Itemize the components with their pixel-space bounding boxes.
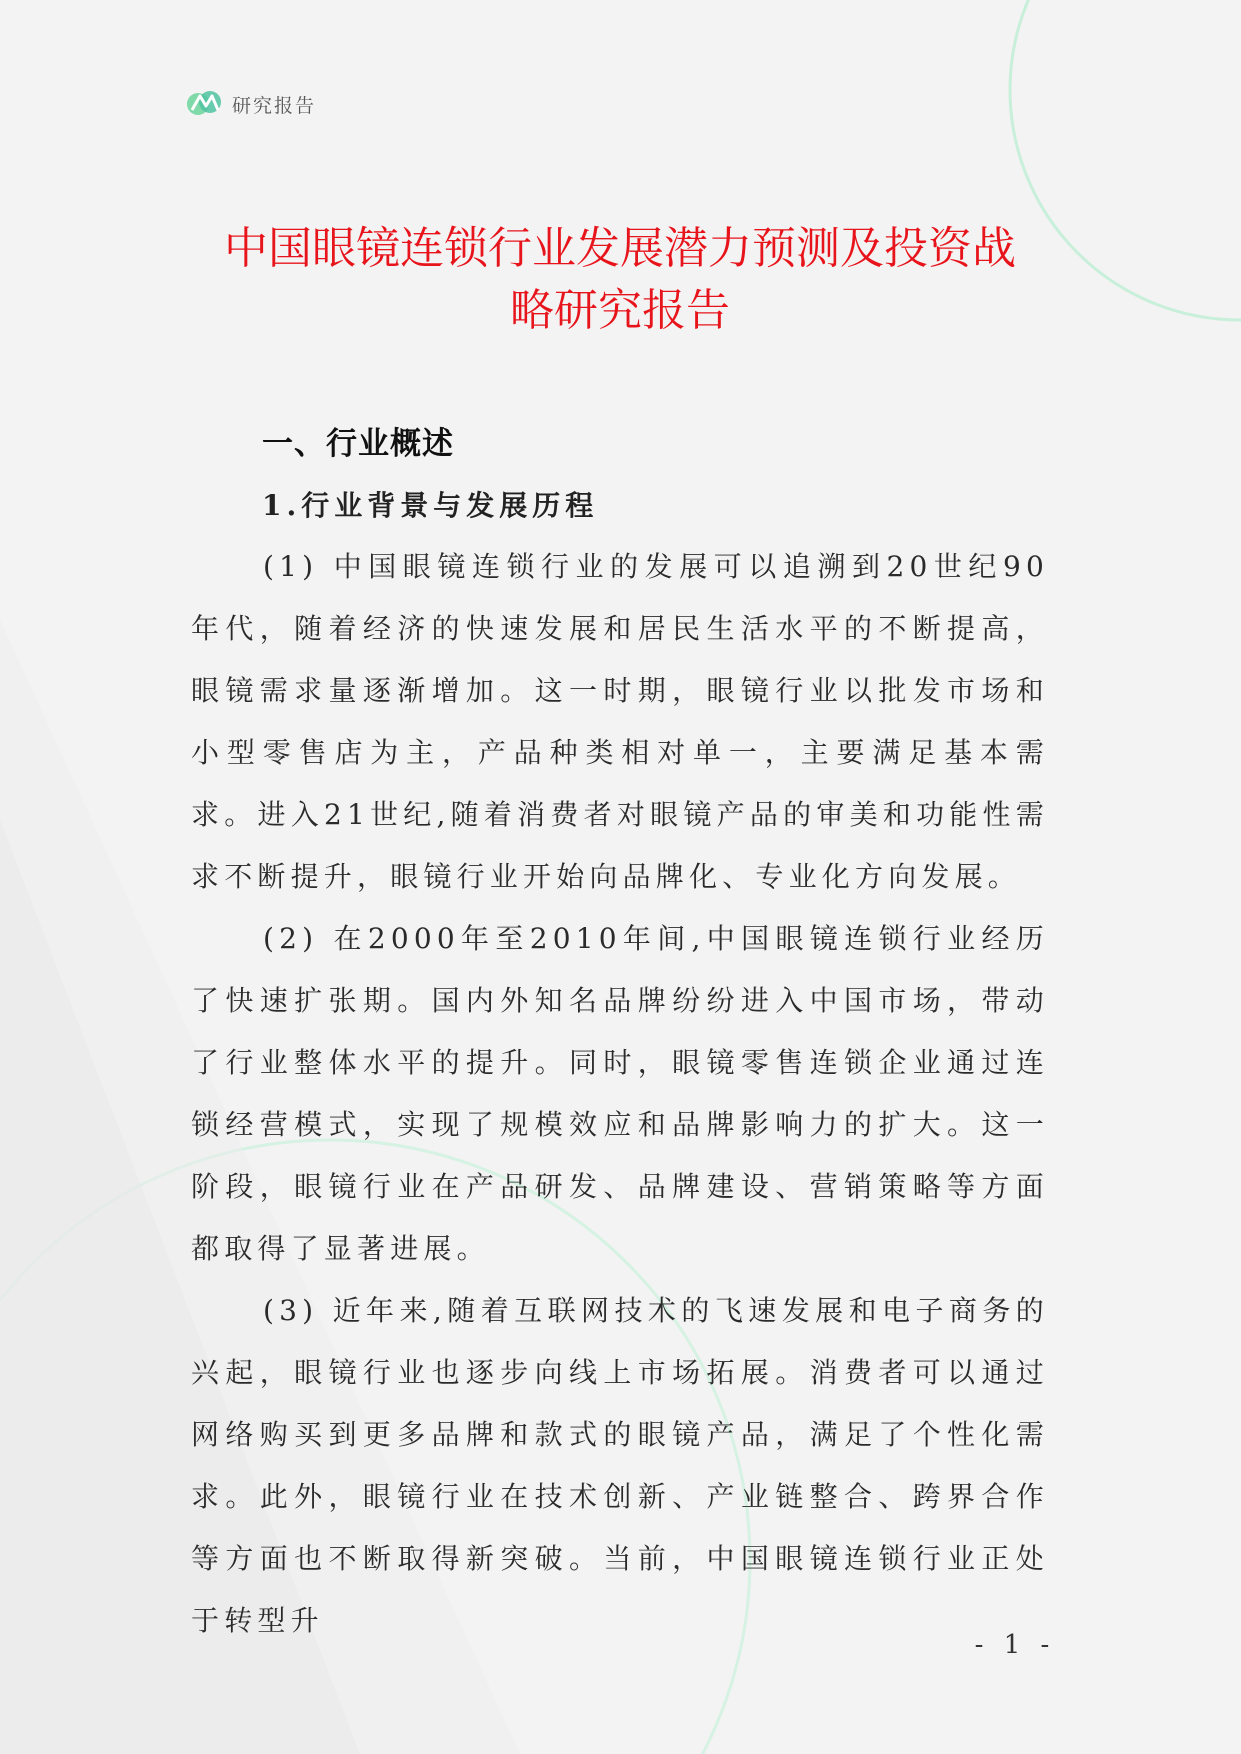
section-heading: 一、行业概述 xyxy=(262,426,454,462)
page-number: - 1 - xyxy=(974,1630,1056,1660)
report-logo-icon xyxy=(186,88,224,120)
paragraph-3: (3) 近年来,随着互联网技术的飞速发展和电子商务的兴起，眼镜行业也逐步向线上市场拓展。消费者可以通过网络购买到更多品牌和款式的眼镜产品，满足了个性化需求。此外，眼镜行业在技术创新、产业链整合、跨界合作等方面也不断取得新突破。当前，中国眼镜连锁行业正处于转型升 xyxy=(191,1294,1049,1637)
paragraph-2: (2) 在2000年至2010年间,中国眼镜连锁行业经历了快速扩张期。国内外知名品牌纷纷进入中国市场，带动了行业整体水平的提升。同时，眼镜零售连锁企业通过连锁经营模式，实现了规模效应和品牌影响力的扩大。这一阶段，眼镜行业在产品研发、品牌建设、营销策略等方面都取得了显著进展。 xyxy=(191,922,1049,1265)
document-title-line-1: 中国眼镜连锁行业发展潜力预测及投资战 xyxy=(224,223,1016,274)
subsection-heading: 1.行业背景与发展历程 xyxy=(262,489,599,522)
paragraph-1: (1) 中国眼镜连锁行业的发展可以追溯到20世纪90年代，随着经济的快速发展和居民生活水平的不断提高，眼镜需求量逐渐增加。这一时期，眼镜行业以批发市场和小型零售店为主，产品种类相对单一，主要满足基本需求。进入21世纪,随着消费者对眼镜产品的审美和功能性需求不断提升，眼镜行业开始向品牌化、专业化方向发展。 xyxy=(191,550,1049,893)
document-title-line-2: 略研究报告 xyxy=(510,285,730,336)
body-text xyxy=(191,536,1049,1652)
report-header xyxy=(186,88,316,120)
document-title xyxy=(150,218,1090,342)
header-label: 研究报告 xyxy=(232,94,317,117)
